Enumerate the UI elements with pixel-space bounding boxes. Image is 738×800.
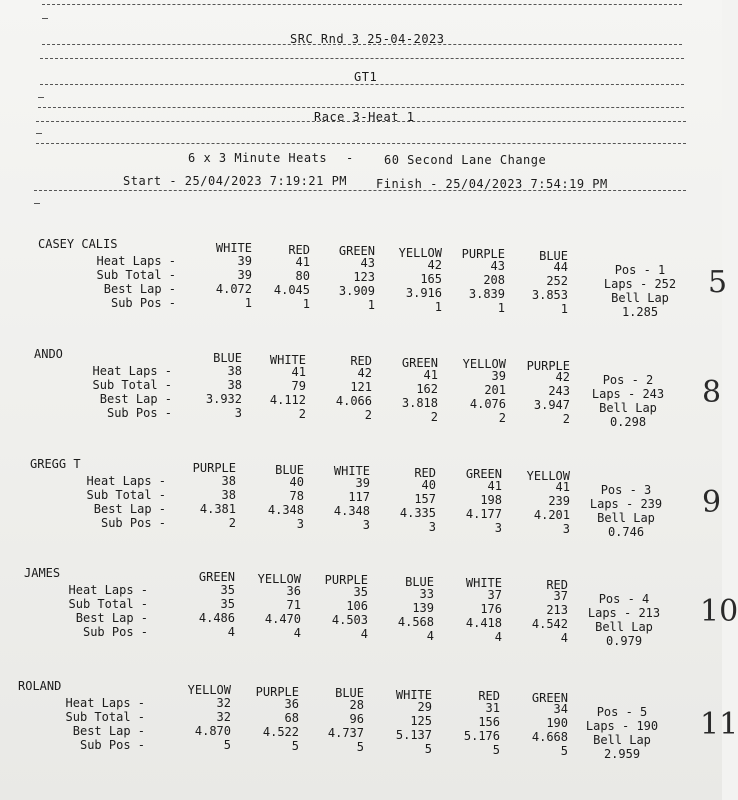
cell-sub-pos: 1 (244, 296, 252, 310)
cell-sub-pos: 3 (296, 517, 304, 532)
lane-header: WHITE (395, 687, 432, 702)
bell-lap-time: 0.298 (609, 415, 647, 429)
lane-header: BLUE (213, 351, 242, 365)
cell-sub-total: 35 (220, 597, 235, 611)
cell-heat-laps: 34 (553, 702, 568, 716)
cell-sub-pos: 3 (362, 518, 370, 533)
cell-heat-laps: 40 (289, 475, 304, 490)
cell-best-lap: 4.486 (198, 611, 235, 625)
cell-sub-total: 208 (483, 272, 505, 287)
final-position: Pos - 2 (602, 373, 654, 387)
total-laps: Laps - 252 (603, 277, 677, 291)
cell-sub-pos: 1 (497, 300, 505, 315)
separator (38, 97, 44, 98)
driver-name: CASEY CALIS (38, 237, 118, 251)
cell-sub-total: 239 (548, 494, 570, 508)
lane-header: RED (414, 465, 436, 480)
cell-heat-laps: 41 (423, 367, 438, 382)
cell-best-lap: 5.176 (463, 728, 500, 743)
cell-sub-pos: 2 (430, 409, 438, 424)
cell-heat-laps: 39 (355, 476, 370, 491)
cell-sub-total: 71 (286, 598, 301, 613)
row-label-best-lap: Best Lap - (93, 502, 166, 516)
cell-sub-pos: 4 (560, 631, 568, 645)
cell-sub-pos: 5 (223, 738, 231, 752)
separator (36, 143, 686, 144)
separator (36, 133, 42, 134)
bell-lap-label: Bell Lap (595, 620, 653, 634)
cell-best-lap: 4.568 (397, 614, 434, 629)
row-label-sub-pos: Sub Pos - (82, 625, 148, 639)
event-title: SRC Rnd 3 25-04-2023 (290, 32, 445, 46)
cell-best-lap: 4.418 (465, 615, 502, 630)
cell-best-lap: 3.853 (531, 288, 568, 302)
format-lane-change: 60 Second Lane Change (384, 153, 547, 167)
row-label-heat-laps: Heat Laps - (86, 474, 166, 488)
cell-sub-pos: 2 (562, 412, 570, 426)
cell-best-lap: 4.870 (194, 724, 231, 738)
cell-sub-pos: 1 (560, 302, 568, 316)
cell-best-lap: 4.542 (531, 617, 568, 631)
row-label-sub-pos: Sub Pos - (79, 738, 145, 752)
separator (42, 18, 48, 19)
cell-heat-laps: 36 (284, 697, 299, 712)
cell-best-lap: 4.381 (199, 502, 236, 516)
cell-best-lap: 4.177 (465, 506, 502, 521)
lane-header: WHITE (269, 352, 306, 367)
driver-name: ROLAND (18, 679, 62, 693)
cell-heat-laps: 40 (421, 477, 436, 492)
cell-sub-pos: 2 (498, 410, 506, 425)
handwritten-note: 5 (708, 265, 728, 300)
cell-sub-total: 125 (410, 713, 432, 728)
total-laps: Laps - 243 (591, 387, 665, 401)
cell-sub-pos: 4 (494, 629, 502, 644)
cell-sub-total: 78 (289, 489, 304, 504)
row-label-sub-pos: Sub Pos - (100, 516, 166, 530)
row-label-best-lap: Best Lap - (72, 724, 145, 738)
cell-sub-pos: 5 (291, 739, 299, 754)
cell-sub-total: 123 (353, 270, 375, 285)
cell-sub-total: 121 (350, 380, 372, 395)
row-label-heat-laps: Heat Laps - (68, 583, 148, 597)
lane-header: BLUE (335, 686, 364, 700)
row-label-heat-laps: Heat Laps - (92, 364, 172, 378)
cell-sub-total: 80 (295, 269, 310, 284)
lane-header: GREEN (338, 244, 375, 258)
lane-header: BLUE (539, 248, 568, 263)
cell-sub-total: 79 (291, 379, 306, 394)
cell-sub-total: 156 (478, 714, 500, 729)
lane-header: GREEN (198, 570, 235, 584)
cell-sub-total: 157 (414, 491, 436, 506)
cell-best-lap: 3.818 (401, 395, 438, 410)
driver-name: JAMES (24, 566, 61, 580)
row-label-best-lap: Best Lap - (103, 282, 176, 296)
row-label-sub-total: Sub Total - (92, 378, 172, 392)
cell-heat-laps: 41 (487, 478, 502, 493)
cell-sub-pos: 3 (562, 522, 570, 536)
handwritten-note: 10 (700, 594, 738, 629)
cell-heat-laps: 43 (490, 258, 505, 273)
lane-header: YELLOW (187, 683, 231, 697)
cell-heat-laps: 35 (353, 585, 368, 600)
cell-best-lap: 4.522 (262, 725, 299, 740)
lane-header: PURPLE (192, 461, 236, 475)
lane-header: GREEN (531, 690, 568, 705)
cell-best-lap: 3.932 (205, 392, 242, 406)
cell-heat-laps: 36 (286, 584, 301, 599)
cell-best-lap: 4.076 (469, 396, 506, 411)
cell-best-lap: 3.909 (338, 284, 375, 299)
cell-sub-total: 252 (546, 274, 568, 288)
cell-sub-pos: 4 (360, 627, 368, 642)
cell-sub-total: 162 (416, 381, 438, 396)
separator (38, 107, 684, 108)
separator (34, 203, 40, 204)
bell-lap-label: Bell Lap (593, 733, 651, 747)
lane-header: BLUE (275, 462, 304, 477)
row-label-sub-pos: Sub Pos - (110, 296, 176, 310)
cell-sub-total: 39 (237, 268, 252, 282)
cell-sub-pos: 5 (424, 741, 432, 756)
cell-sub-total: 198 (480, 492, 502, 507)
final-position: Pos - 5 (596, 705, 648, 719)
handwritten-note: 9 (702, 485, 722, 520)
bell-lap-time: 0.979 (605, 634, 643, 648)
cell-sub-pos: 1 (434, 299, 442, 314)
cell-heat-laps: 41 (295, 255, 310, 270)
cell-sub-pos: 3 (234, 406, 242, 420)
lane-header: RED (546, 577, 568, 592)
cell-best-lap: 4.066 (335, 394, 372, 409)
race-title: Race 3-Heat 1 (314, 110, 415, 124)
cell-best-lap: 4.503 (331, 613, 368, 628)
final-position: Pos - 4 (598, 592, 650, 606)
lane-header: WHITE (465, 576, 502, 590)
cell-best-lap: 4.668 (531, 730, 568, 744)
driver-name: GREGG T (30, 457, 81, 471)
bell-lap-label: Bell Lap (611, 291, 669, 305)
cell-sub-pos: 2 (364, 408, 372, 423)
bell-lap-time: 0.746 (607, 525, 645, 539)
cell-best-lap: 4.470 (264, 612, 301, 627)
cell-sub-pos: 3 (494, 520, 502, 535)
cell-heat-laps: 28 (349, 698, 364, 713)
cell-sub-pos: 3 (428, 519, 436, 534)
row-label-best-lap: Best Lap - (99, 392, 172, 406)
cell-best-lap: 3.947 (533, 398, 570, 412)
lane-header: YELLOW (462, 357, 506, 371)
finish-time: Finish - 25/04/2023 7:54:19 PM (376, 177, 608, 191)
cell-best-lap: 3.916 (405, 285, 442, 300)
lane-header: RED (288, 242, 310, 257)
handwritten-note: 8 (702, 375, 722, 410)
cell-sub-pos: 4 (426, 628, 434, 643)
bell-lap-time: 1.285 (621, 305, 659, 319)
cell-best-lap: 4.072 (215, 282, 252, 296)
cell-best-lap: 4.335 (399, 505, 436, 520)
row-label-sub-total: Sub Total - (65, 710, 145, 724)
cell-sub-total: 32 (216, 710, 231, 724)
cell-heat-laps: 42 (357, 366, 372, 381)
final-position: Pos - 1 (614, 263, 666, 277)
total-laps: Laps - 239 (589, 497, 663, 511)
lane-header: WHITE (333, 464, 370, 478)
row-label-heat-laps: Heat Laps - (65, 696, 145, 710)
cell-sub-pos: 4 (293, 626, 301, 641)
cell-sub-total: 165 (420, 271, 442, 286)
format-heats: 6 x 3 Minute Heats (188, 151, 328, 165)
bell-lap-label: Bell Lap (597, 511, 655, 525)
cell-sub-total: 243 (548, 384, 570, 398)
cell-heat-laps: 37 (487, 587, 502, 602)
separator (42, 4, 682, 5)
lane-header: GREEN (465, 467, 502, 481)
cell-sub-total: 190 (546, 716, 568, 730)
row-label-best-lap: Best Lap - (75, 611, 148, 625)
cell-sub-total: 201 (484, 382, 506, 397)
cell-heat-laps: 38 (227, 364, 242, 378)
cell-sub-pos: 5 (356, 740, 364, 755)
cell-sub-pos: 1 (302, 297, 310, 312)
cell-sub-total: 213 (546, 603, 568, 617)
row-label-sub-total: Sub Total - (68, 597, 148, 611)
cell-best-lap: 4.045 (273, 283, 310, 298)
cell-sub-pos: 2 (228, 516, 236, 530)
start-time: Start - 25/04/2023 7:19:21 PM (123, 174, 348, 188)
lane-header: BLUE (405, 574, 434, 589)
cell-heat-laps: 32 (216, 696, 231, 710)
lane-header: PURPLE (526, 358, 570, 373)
cell-heat-laps: 39 (491, 368, 506, 383)
lane-header: YELLOW (257, 571, 301, 586)
lane-header: PURPLE (324, 573, 368, 587)
cell-heat-laps: 38 (221, 474, 236, 488)
row-label-sub-pos: Sub Pos - (106, 406, 172, 420)
cell-heat-laps: 39 (237, 254, 252, 268)
cell-sub-total: 117 (348, 490, 370, 505)
cell-heat-laps: 35 (220, 583, 235, 597)
cell-sub-total: 106 (346, 599, 368, 614)
handwritten-note: 11 (700, 707, 738, 742)
cell-heat-laps: 31 (485, 700, 500, 715)
lane-header: RED (350, 354, 372, 368)
cell-heat-laps: 29 (417, 699, 432, 714)
cell-best-lap: 5.137 (395, 727, 432, 742)
cell-sub-total: 176 (480, 601, 502, 616)
total-laps: Laps - 190 (585, 719, 659, 733)
format-separator: - (346, 151, 354, 165)
row-label-sub-total: Sub Total - (86, 488, 166, 502)
cell-heat-laps: 41 (555, 480, 570, 494)
separator (40, 84, 684, 85)
cell-sub-total: 96 (349, 712, 364, 727)
row-label-sub-total: Sub Total - (96, 268, 176, 282)
lane-header: PURPLE (255, 684, 299, 699)
class-title: GT1 (354, 70, 378, 84)
cell-heat-laps: 43 (360, 256, 375, 271)
lane-header: YELLOW (526, 468, 570, 483)
cell-sub-pos: 2 (298, 407, 306, 422)
bell-lap-label: Bell Lap (599, 401, 657, 415)
cell-best-lap: 4.201 (533, 508, 570, 522)
cell-best-lap: 4.112 (269, 393, 306, 408)
cell-heat-laps: 42 (555, 370, 570, 384)
driver-name: ANDO (34, 347, 63, 361)
cell-best-lap: 4.737 (327, 726, 364, 741)
final-position: Pos - 3 (600, 483, 652, 497)
lane-header: RED (478, 689, 500, 703)
cell-heat-laps: 33 (419, 586, 434, 601)
cell-sub-pos: 1 (367, 298, 375, 313)
cell-best-lap: 4.348 (267, 503, 304, 518)
cell-best-lap: 3.839 (468, 286, 505, 301)
lane-header: WHITE (215, 241, 252, 255)
cell-sub-total: 68 (284, 711, 299, 726)
cell-heat-laps: 42 (427, 257, 442, 272)
cell-sub-pos: 5 (492, 742, 500, 757)
separator (40, 58, 684, 59)
lane-header: YELLOW (398, 245, 442, 260)
row-label-heat-laps: Heat Laps - (96, 254, 176, 268)
bell-lap-time: 2.959 (603, 747, 641, 761)
lane-header: PURPLE (461, 247, 505, 261)
cell-heat-laps: 44 (553, 260, 568, 274)
lane-header: GREEN (401, 355, 438, 370)
cell-sub-total: 38 (227, 378, 242, 392)
cell-sub-pos: 4 (227, 625, 235, 639)
cell-sub-pos: 5 (560, 744, 568, 758)
cell-sub-total: 38 (221, 488, 236, 502)
cell-heat-laps: 37 (553, 589, 568, 603)
cell-best-lap: 4.348 (333, 504, 370, 519)
cell-sub-total: 139 (412, 600, 434, 615)
cell-heat-laps: 41 (291, 365, 306, 380)
total-laps: Laps - 213 (587, 606, 661, 620)
